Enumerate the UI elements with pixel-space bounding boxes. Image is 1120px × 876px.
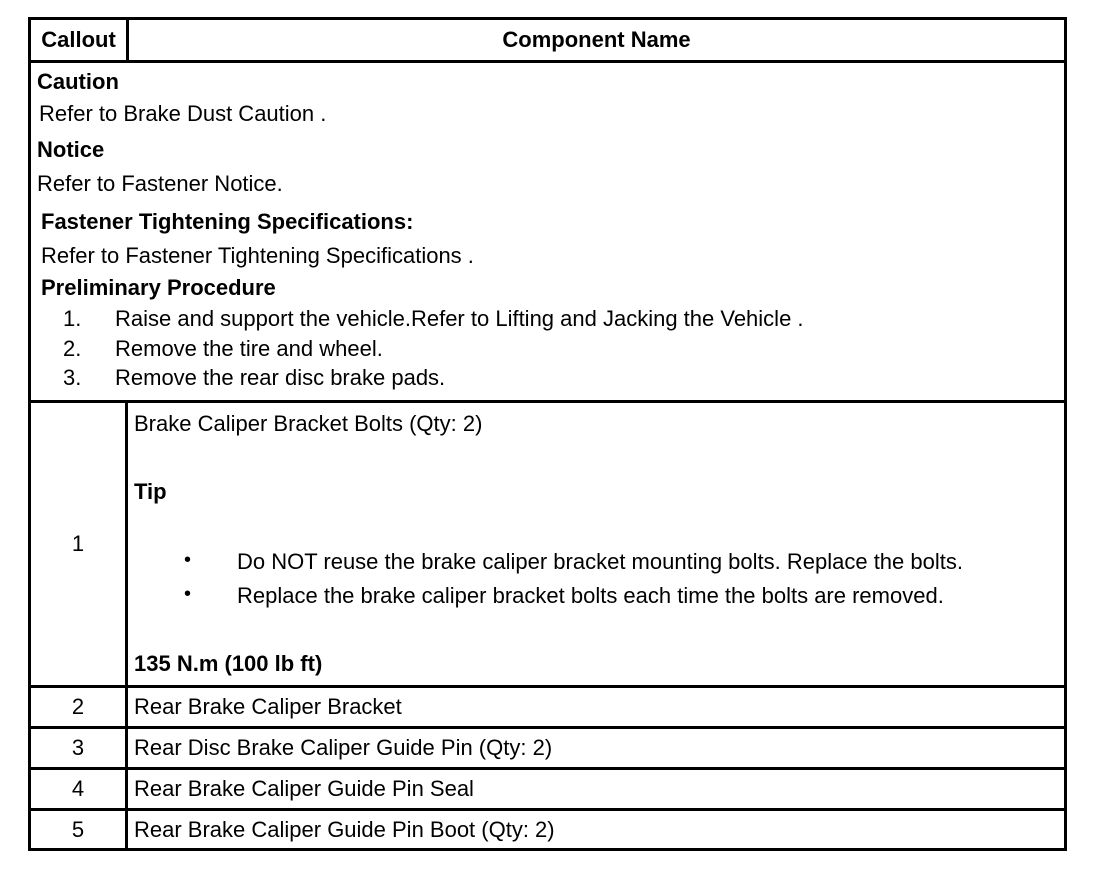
step-number: 1. xyxy=(63,306,82,331)
fastener-specs-text: Refer to Fastener Tightening Specifications . xyxy=(41,243,474,268)
component-name: Rear Brake Caliper Bracket xyxy=(134,694,402,719)
step-number: 2. xyxy=(63,336,82,361)
step-text: Remove the rear disc brake pads. xyxy=(115,365,446,390)
component-name: Brake Caliper Bracket Bolts (Qty: 2) xyxy=(134,411,483,436)
notice-heading: Notice xyxy=(37,137,105,162)
step-number: 3. xyxy=(63,365,82,390)
component-name-column-header: Component Name xyxy=(502,27,691,52)
fastener-specs-heading: Fastener Tightening Specifications: xyxy=(41,209,414,234)
bullet-icon: • xyxy=(184,549,192,571)
torque-spec: 135 N.m (100 lb ft) xyxy=(134,651,323,676)
table-row xyxy=(31,729,1064,770)
list-item xyxy=(31,306,1031,332)
table-row xyxy=(31,770,1064,811)
callout-column-header: Callout xyxy=(31,20,129,60)
table-row xyxy=(31,403,1064,688)
callout-number: 5 xyxy=(31,811,128,848)
procedure-notes xyxy=(31,63,1064,403)
tip-heading: Tip xyxy=(134,479,167,504)
caution-text: Refer to Brake Dust Caution . xyxy=(39,101,327,126)
callout-number: 3 xyxy=(31,729,128,767)
caution-heading: Caution xyxy=(37,69,119,94)
table-header xyxy=(31,20,1064,63)
step-text: Raise and support the vehicle.Refer to Lifting and Jacking the Vehicle . xyxy=(115,306,804,331)
notice-text: Refer to Fastener Notice. xyxy=(37,171,283,196)
table-row xyxy=(31,688,1064,729)
table-row xyxy=(31,811,1064,848)
callout-number: 2 xyxy=(31,688,128,726)
step-text: Remove the tire and wheel. xyxy=(115,336,383,361)
list-item xyxy=(134,549,1074,577)
list-item xyxy=(31,365,1031,391)
tip-text: Do NOT reuse the brake caliper bracket mounting bolts. Replace the bolts. xyxy=(237,549,963,574)
component-cell xyxy=(134,403,1060,685)
tip-text: Replace the brake caliper bracket bolts each time the bolts are removed. xyxy=(237,583,944,608)
callout-number xyxy=(31,403,128,685)
component-name: Rear Brake Caliper Guide Pin Seal xyxy=(134,776,474,801)
list-item xyxy=(134,583,1074,611)
component-table xyxy=(28,17,1067,851)
component-name: Rear Brake Caliper Guide Pin Boot (Qty: 2) xyxy=(134,817,555,842)
bullet-icon: • xyxy=(184,583,192,605)
list-item xyxy=(31,336,1031,362)
component-name: Rear Disc Brake Caliper Guide Pin (Qty: 2) xyxy=(134,735,553,760)
callout-number: 4 xyxy=(31,770,128,808)
preliminary-procedure-heading: Preliminary Procedure xyxy=(41,275,276,300)
callout-value: 1 xyxy=(71,531,85,556)
